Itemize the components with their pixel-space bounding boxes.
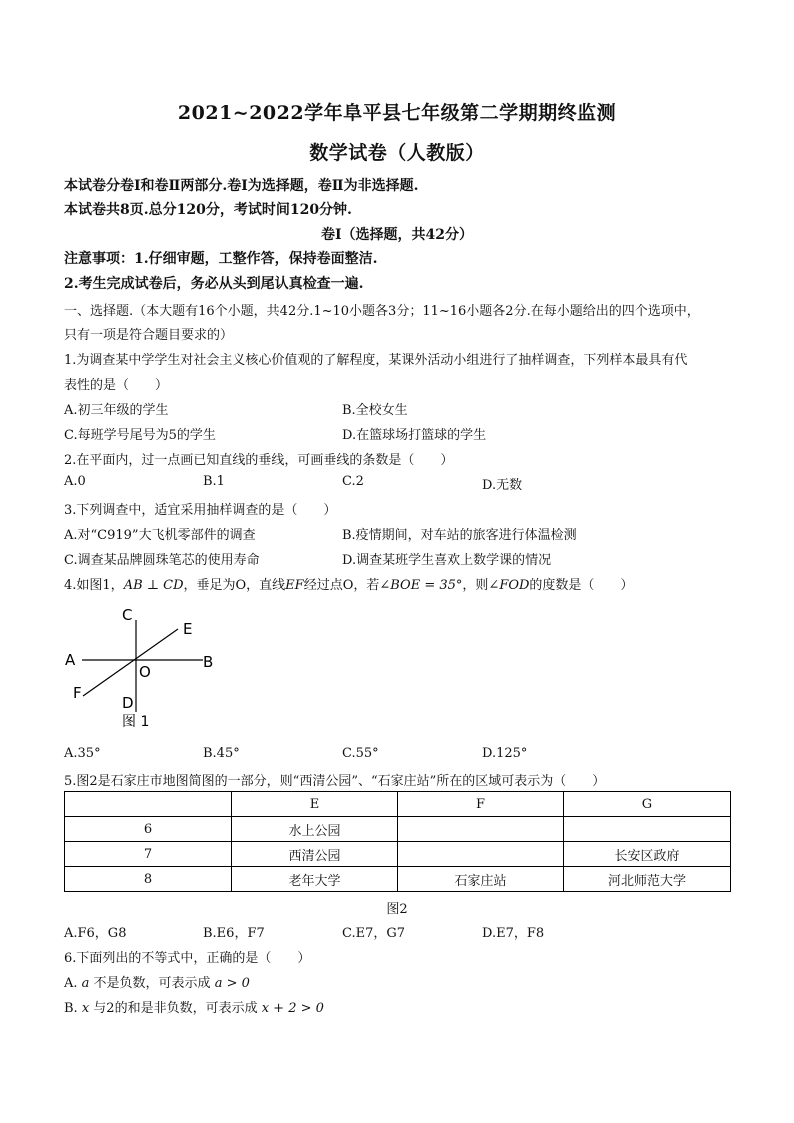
q1-option-b: B.全校女生 [342, 403, 408, 418]
q6-a-variable: a [81, 976, 90, 991]
q1-stem: 1.为调查某中学学生对社会主义核心价值观的了解程度，某课外活动小组进行了抽样调查，下列样本最具有代 [64, 353, 688, 368]
q4-stem-text: 4.如图1， [64, 578, 124, 593]
table-cell: 水上公园 [232, 817, 398, 842]
table-cell: 西清公园 [232, 842, 398, 867]
q3-option-d: D.调查某班学生喜欢上数学课的情况 [342, 553, 552, 568]
attention-2: 2.考生完成试卷后，务必从头到尾认真检查一遍. [64, 276, 364, 292]
q3-option-a: A.对“C919”大飞机零部件的调查 [64, 528, 256, 543]
q4-stem-text: ，垂足为O，直线 [183, 578, 286, 593]
figure-2-caption: 图2 [386, 902, 408, 917]
table-header-cell [65, 792, 232, 817]
q6-option-b [64, 997, 324, 1016]
q4-stem-text: 的度数是（ ） [529, 578, 634, 593]
q5-option-a: A.F6，G8 [64, 926, 127, 941]
q4-math-line: EF [285, 578, 304, 593]
q4-option-b: B.45° [203, 746, 240, 761]
table-cell: 老年大学 [232, 867, 398, 892]
q4-stem [64, 574, 633, 593]
q2-option-d: D.无数 [482, 478, 523, 493]
q1-option-a: A.初三年级的学生 [64, 403, 169, 418]
q5-option-c: C.E7，G7 [342, 926, 406, 941]
part1-intro-cont: 只有一项是符合题目要求的） [64, 328, 234, 343]
table-cell: 长安区政府 [564, 842, 731, 867]
exam-title: 2021~2022学年阜平县七年级第二学期期终监测 [177, 102, 617, 124]
table-cell [398, 842, 564, 867]
q5-stem: 5.图2是石家庄市地图简图的一部分，则“西清公园”、“石家庄站”所在的区域可表示为（ ） [64, 774, 606, 789]
table-row [65, 867, 731, 892]
q2-option-a: A.0 [64, 474, 86, 489]
q4-math-angle: ∠BOE = 35° [379, 578, 463, 593]
table-header-cell: G [564, 792, 731, 817]
exam-subtitle: 数学试卷（人教版） [309, 142, 485, 164]
q6-a-math: a > 0 [214, 976, 250, 991]
table-cell [398, 817, 564, 842]
label-e: E [183, 620, 193, 638]
q4-option-d: D.125° [482, 746, 528, 761]
table-header-row [65, 792, 731, 817]
q5-option-d: D.E7，F8 [482, 926, 545, 941]
q1-stem-cont: 表性的是（ ） [64, 378, 169, 393]
q6-a-prefix: A. [64, 976, 82, 991]
table-header-cell: F [398, 792, 564, 817]
table-cell: 7 [65, 842, 232, 867]
q6-option-a [64, 972, 250, 991]
table-row [65, 842, 731, 867]
q3-stem: 3.下列调查中，适宜采用抽样调查的是（ ） [64, 503, 337, 518]
figure-1 [60, 600, 230, 735]
q6-b-variable: x [81, 1001, 90, 1016]
table-header-cell: E [232, 792, 398, 817]
q1-option-c: C.每班学号尾号为5的学生 [64, 428, 216, 443]
q6-b-math: x + 2 > 0 [261, 1001, 324, 1016]
q6-stem: 6.下面列出的不等式中，正确的是（ ） [64, 951, 311, 966]
label-a: A [65, 651, 76, 669]
label-c: C [122, 606, 133, 624]
section-heading: 卷Ⅰ（选择题，共42分） [320, 227, 474, 243]
label-o: O [139, 663, 151, 681]
q4-option-c: C.55° [342, 746, 379, 761]
q5-option-b: B.E6，F7 [203, 926, 265, 941]
q2-stem: 2.在平面内，过一点画已知直线的垂线，可画垂线的条数是（ ） [64, 453, 454, 468]
q1-option-d: D.在篮球场打篮球的学生 [342, 428, 487, 443]
note-structure: 本试卷分卷Ⅰ和卷Ⅱ两部分.卷Ⅰ为选择题，卷Ⅱ为非选择题. [64, 178, 419, 194]
table-cell: 8 [65, 867, 232, 892]
q6-a-text: 不是负数，可表示成 [89, 976, 215, 991]
q3-option-b: B.疫情期间，对车站的旅客进行体温检测 [342, 528, 577, 543]
q6-b-text: 与2的和是非负数，可表示成 [89, 1001, 262, 1016]
q2-option-c: C.2 [342, 474, 364, 489]
label-b: B [203, 653, 214, 671]
table-cell: 6 [65, 817, 232, 842]
map-grid-table [64, 791, 731, 892]
table-cell: 河北师范大学 [564, 867, 731, 892]
line-ef [83, 629, 178, 696]
note-pages: 本试卷共8页.总分120分，考试时间120分钟. [64, 202, 352, 218]
q4-math-angle-target: ∠FOD [488, 578, 530, 593]
q4-stem-text: 经过点O，若 [303, 578, 380, 593]
table-cell: 石家庄站 [398, 867, 564, 892]
figure-1-caption: 图 1 [122, 714, 150, 730]
q6-b-prefix: B. [64, 1001, 82, 1016]
q2-option-b: B.1 [203, 474, 225, 489]
label-f: F [73, 684, 82, 702]
q4-option-a: A.35° [64, 746, 101, 761]
q3-option-c: C.调查某品牌圆珠笔芯的使用寿命 [64, 553, 260, 568]
attention-1: 注意事项：1.仔细审题，工整作答，保持卷面整洁. [64, 251, 378, 267]
part1-intro: 一、选择题.（本大题有16个小题，共42分.1~10小题各3分；11~16小题各2分.在每小题给出的四个选项中， [64, 304, 700, 319]
q4-stem-text: ，则 [462, 578, 489, 593]
q4-math-perp: AB ⊥ CD [123, 578, 184, 593]
table-row [65, 817, 731, 842]
table-cell [564, 817, 731, 842]
label-d: D [122, 694, 134, 712]
